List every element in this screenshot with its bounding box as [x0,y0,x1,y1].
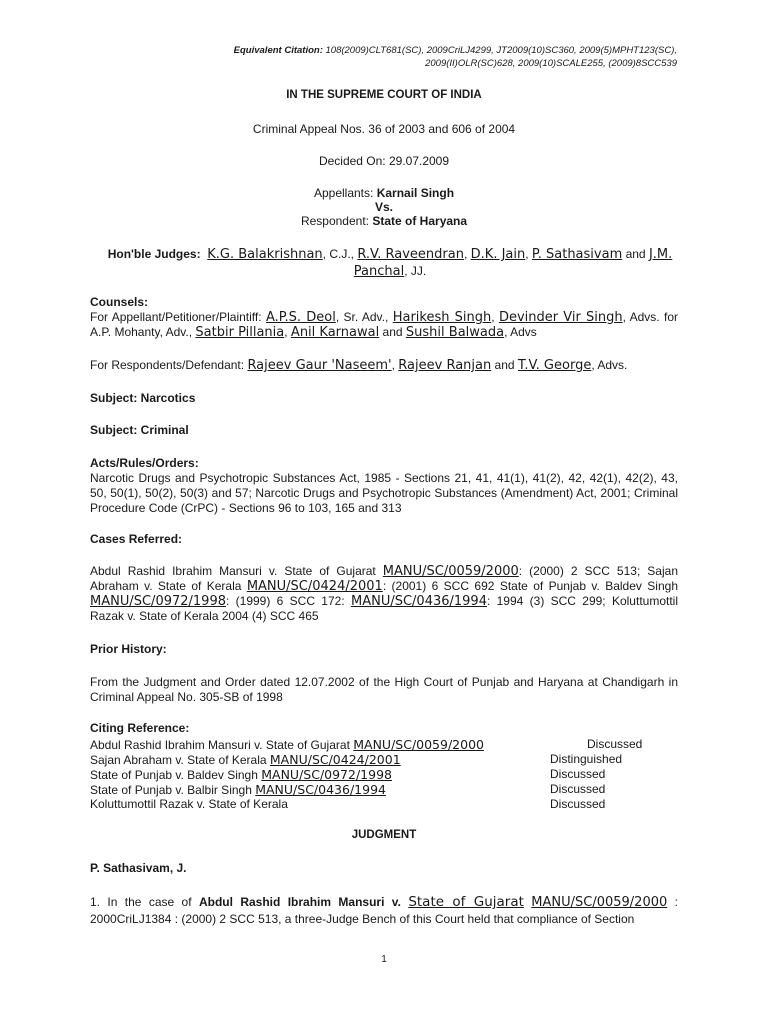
manu-link[interactable]: MANU/SC/0436/1994 [350,594,487,609]
manu-link[interactable]: MANU/SC/0972/1998 [261,767,392,782]
citing-row [90,797,650,812]
judge-link-5[interactable]: J.M. Panchal [353,247,673,279]
counsels-section [90,295,678,340]
citing-status: Distinguished [550,752,623,766]
citation-line-2: 2009(II)OLR(SC)628, 2009(10)SCALE255, (2009)8SCC539 [425,58,677,69]
prior-history-text: From the Judgment and Order dated 12.07.2002 of the High Court of Punjab and Haryana at Chandigarh in Criminal Appeal No. 305-SB of 1998 [90,675,678,704]
counsel-sep: , [284,325,291,339]
counsels-heading: Counsels: [90,295,149,309]
citing-status: Discussed [550,797,606,811]
manu-link[interactable]: MANU/SC/0436/1994 [255,782,386,797]
respondent-counsel-prefix: For Respondents/Defendant: [90,358,248,372]
judge-sep-2: , [463,247,471,261]
para-text: : 2000CriLJ1384 : (2000) 2 SCC 513, a three-Judge Bench of this Court held that compliance of Section [90,895,678,926]
counsel-link-sushil[interactable]: Sushil Balwada [405,325,505,340]
subject-narcotics: Subject: Narcotics [90,391,196,405]
cases-text [90,564,678,624]
counsel-sep: and [491,358,518,372]
counsel-link-rajeev-gaur[interactable]: Rajeev Gaur 'Naseem' [247,358,392,373]
party-link[interactable]: State of Gujarat [408,894,524,910]
judge-link-3[interactable]: D.K. Jain [470,247,526,262]
citing-row [90,752,650,767]
counsel-link-harikesh[interactable]: Harikesh Singh [392,310,492,325]
counsel-sep: , Advs. for A.P. Mohanty, Adv., [90,310,678,339]
acts-text: Narcotic Drugs and Psychotropic Substances Act, 1985 - Sections 21, 41, 41(1), 41(2), 42, 42(1), 42(2), 43, 50, 50(1), 50(2), 50(3) and 57; Narcotic Drugs and Psychotropic Substances (Amendment) Act, 2001; Criminal Procedure Code (CrPC) - Sections 96 to 103, 165 and 313 [90,471,678,515]
appellants-label: Appellants: [313,186,374,200]
cases-heading: Cases Referred: [90,532,183,546]
citing-status: Discussed [550,767,606,781]
appeal-number: Criminal Appeal Nos. 36 of 2003 and 606 of 2004 [252,122,516,136]
acts-section [90,456,678,516]
judge-sep-4: and [622,247,649,261]
judgment-heading: JUDGMENT [351,829,417,841]
decided-date: Decided On: 29.07.2009 [318,154,450,168]
cases-part: : (2000) 2 SCC 513; Sajan Abraham v. State of Kerala [90,564,678,593]
manu-link[interactable]: MANU/SC/0972/1998 [90,594,226,609]
citing-row [90,767,650,782]
acts-heading: Acts/Rules/Orders: [90,456,199,470]
manu-link[interactable]: MANU/SC/0424/2001 [269,752,401,767]
counsel-sep: , [391,358,399,372]
counsel-sep: and [379,325,406,339]
page-number: 1 [381,954,387,965]
counsel-sep: , Advs [504,325,537,339]
appellants-line [0,186,768,200]
paragraph-1 [90,894,678,927]
citation-line-1: 108(2009)CLT681(SC), 2009CriLJ4299, JT2009(10)SC360, 2009(5)MPHT123(SC), [325,45,677,56]
cases-part: : (1999) 6 SCC 172: [226,594,351,608]
counsel-link-tv-george[interactable]: T.V. George [517,358,592,373]
manu-link[interactable]: MANU/SC/0424/2001 [246,579,383,594]
counsel-link-rajeev-ranjan[interactable]: Rajeev Ranjan [398,358,492,373]
counsel-link-devinder[interactable]: Devinder Vir Singh [498,310,623,325]
manu-link[interactable]: MANU/SC/0059/2000 [382,564,519,579]
appellant-name: Karnail Singh [376,186,455,200]
subject-criminal: Subject: Criminal [90,423,189,437]
judge-link-2[interactable]: R.V. Raveendran [357,247,464,262]
equivalent-citation [157,44,677,70]
citing-reference-heading: Citing Reference: [90,721,190,735]
judges-label: Hon'ble Judges: [107,247,201,261]
manu-link[interactable]: MANU/SC/0059/2000 [531,895,668,910]
counsel-sep: , [491,310,499,324]
judges-line [100,246,680,280]
citing-case: State of Punjab v. Baldev Singh [90,768,262,782]
citation-label: Equivalent Citation: [233,45,323,56]
citing-status: Discussed [587,737,643,751]
counsel-sep: , Advs. [591,358,628,372]
respondent-label: Respondent: [300,214,369,228]
citing-case: State of Punjab v. Balbir Singh [90,783,256,797]
judgment-author: P. Sathasivam, J. [90,861,187,875]
appellant-counsel-prefix: For Appellant/Petitioner/Plaintiff: [90,310,266,324]
citing-case: Abdul Rashid Ibrahim Mansuri v. State of Gujarat [90,738,354,752]
court-title: IN THE SUPREME COURT OF INDIA [286,89,482,101]
respondent-name: State of Haryana [372,214,468,228]
counsel-link-deol[interactable]: A.P.S. Deol [265,310,336,325]
judge-link-1[interactable]: K.G. Balakrishnan [207,247,323,262]
citing-row [90,737,650,752]
citing-row [90,782,650,797]
counsel-link-satbir[interactable]: Satbir Pillania [195,325,285,340]
manu-link[interactable]: MANU/SC/0059/2000 [353,737,484,752]
counsel-sep: , Sr. Adv., [335,310,393,324]
citing-case: Sajan Abraham v. State of Kerala [90,753,270,767]
judge-sep-5: , JJ. [404,264,427,278]
cases-part: : (2001) 6 SCC 692 State of Punjab v. Baldev Singh [382,579,678,593]
citing-status: Discussed [550,782,606,796]
judge-sep-1: , C.J., [322,247,358,261]
respondent-counsels [90,358,678,373]
counsel-link-anil[interactable]: Anil Karnawal [290,325,380,340]
para-bold: Abdul Rashid Ibrahim Mansuri v. [198,895,409,909]
appellant-counsels [90,310,678,340]
judge-link-4[interactable]: P. Sathasivam [531,247,623,262]
versus: Vs. [374,200,393,214]
cases-part: : 1994 (3) SCC 299; Koluttumottil Razak v. State of Kerala 2004 (4) SCC 465 [90,594,678,623]
prior-history-heading: Prior History: [90,642,167,656]
para-text: 1. In the case of [90,895,199,909]
citing-case: Koluttumottil Razak v. State of Kerala [90,797,288,811]
judge-sep-3: , [525,247,532,261]
respondent-line [0,214,768,228]
cases-part: Abdul Rashid Ibrahim Mansuri v. State of Gujarat [90,564,383,578]
